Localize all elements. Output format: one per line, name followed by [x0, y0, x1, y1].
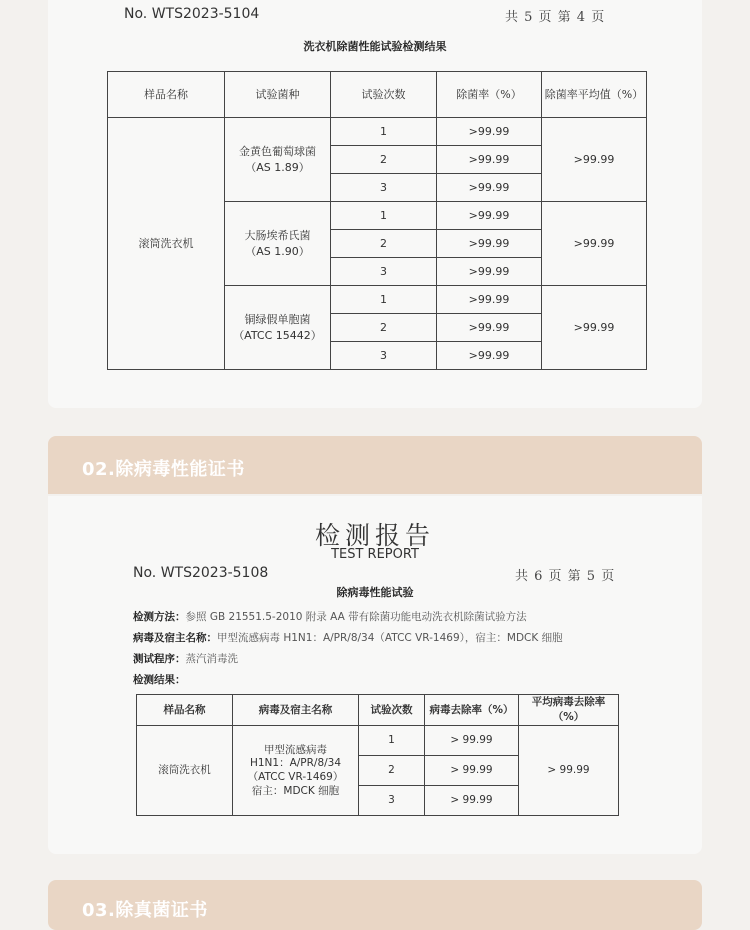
trial-number: 3 [331, 342, 437, 370]
page-indicator: 共 6 页 第 5 页 [515, 569, 616, 584]
test-method-value: 参照 GB 21551.5-2010 附录 AA 带有除菌功能电动洗衣机除菌试验方法 [185, 611, 527, 623]
rate-value: >99.99 [437, 286, 542, 314]
virus-line: 宿主：MDCK 细胞 [251, 784, 340, 797]
strain-name: 金黄色葡萄球菌 [239, 144, 316, 158]
header-strain: 试验菌种 [225, 72, 331, 118]
rate-value: >99.99 [437, 146, 542, 174]
report-number: No. WTS2023-5104 [124, 6, 260, 22]
table-row [108, 118, 647, 146]
result-label: 检测结果： [133, 674, 186, 686]
header-trials: 试验次数 [359, 695, 425, 726]
section-banner-antivirus [48, 436, 702, 494]
antibacterial-results-table [107, 71, 647, 370]
rate-value: >99.99 [437, 174, 542, 202]
virus-line: （ATCC VR-1469） [247, 770, 344, 783]
report-title: 检测报告 [314, 521, 435, 550]
rate-value: >99.99 [437, 342, 542, 370]
header-removal-rate: 病毒去除率（%） [425, 695, 519, 726]
strain-code: （AS 1.89） [245, 160, 310, 174]
virus-host-line [133, 630, 563, 645]
rate-value: >99.99 [437, 118, 542, 146]
removal-rate-value: > 99.99 [425, 786, 519, 816]
rate-value: >99.99 [437, 258, 542, 286]
average-rate-cell: >99.99 [542, 202, 647, 286]
trial-number: 3 [331, 258, 437, 286]
procedure-line [133, 651, 238, 666]
trial-number: 1 [331, 118, 437, 146]
procedure-label: 测试程序： [133, 653, 186, 665]
result-line [133, 672, 186, 687]
strain-name: 铜绿假单胞菌 [244, 312, 311, 326]
strain-code: （ATCC 15442） [233, 328, 322, 342]
virus-host-label: 病毒及宿主名称： [133, 632, 217, 644]
strain-cell [225, 202, 331, 286]
table-caption: 除病毒性能试验 [336, 586, 414, 599]
trial-number: 2 [331, 230, 437, 258]
average-rate-cell: >99.99 [542, 286, 647, 370]
virus-line: H1N1：A/PR/8/34 [249, 757, 342, 770]
trial-number: 3 [359, 786, 425, 816]
trial-number: 2 [359, 756, 425, 786]
header-avg: 除菌率平均值（%） [542, 72, 647, 118]
trial-number: 3 [331, 174, 437, 202]
page-indicator: 共 5 页 第 4 页 [505, 10, 606, 25]
sample-name-cell: 滚筒洗衣机 [137, 726, 233, 816]
header-trials: 试验次数 [331, 72, 437, 118]
sample-name-cell: 滚筒洗衣机 [108, 118, 225, 370]
strain-code: （AS 1.90） [245, 244, 310, 258]
strain-cell [225, 118, 331, 202]
table-header-row [108, 72, 647, 118]
table-header-row [137, 695, 619, 726]
test-method-line [133, 609, 527, 624]
virus-host-value: 甲型流感病毒 H1N1：A/PR/8/34（ATCC VR-1469），宿主：MDCK 细胞 [217, 632, 563, 644]
trial-number: 2 [331, 314, 437, 342]
procedure-value: 蒸汽消毒洗 [185, 653, 238, 665]
header-rate: 除菌率（%） [437, 72, 542, 118]
table-caption: 洗衣机除菌性能试验检测结果 [303, 40, 447, 53]
virus-host-cell [233, 726, 359, 816]
report-number: No. WTS2023-5108 [133, 565, 269, 581]
antiviral-results-table [136, 694, 619, 816]
section-banner-antifungal [48, 880, 702, 930]
section-title: 03.除真菌证书 [82, 900, 208, 921]
rate-value: >99.99 [437, 202, 542, 230]
removal-rate-value: > 99.99 [425, 756, 519, 786]
header-sample: 样品名称 [137, 695, 233, 726]
rate-value: >99.99 [437, 314, 542, 342]
removal-rate-value: > 99.99 [425, 726, 519, 756]
header-virus-host: 病毒及宿主名称 [233, 695, 359, 726]
strain-name: 大肠埃希氏菌 [244, 228, 311, 242]
trial-number: 2 [331, 146, 437, 174]
strain-cell [225, 286, 331, 370]
test-method-label: 检测方法： [133, 611, 186, 623]
average-rate-cell: >99.99 [542, 118, 647, 202]
average-removal-cell: > 99.99 [519, 726, 619, 816]
trial-number: 1 [331, 286, 437, 314]
table-row [137, 726, 619, 756]
header-avg-removal: 平均病毒去除率（%） [519, 695, 619, 726]
rate-value: >99.99 [437, 230, 542, 258]
report-title-en: TEST REPORT [331, 547, 419, 562]
virus-line: 甲型流感病毒 [264, 743, 327, 756]
section-title: 02.除病毒性能证书 [82, 459, 245, 480]
header-sample: 样品名称 [108, 72, 225, 118]
trial-number: 1 [359, 726, 425, 756]
trial-number: 1 [331, 202, 437, 230]
